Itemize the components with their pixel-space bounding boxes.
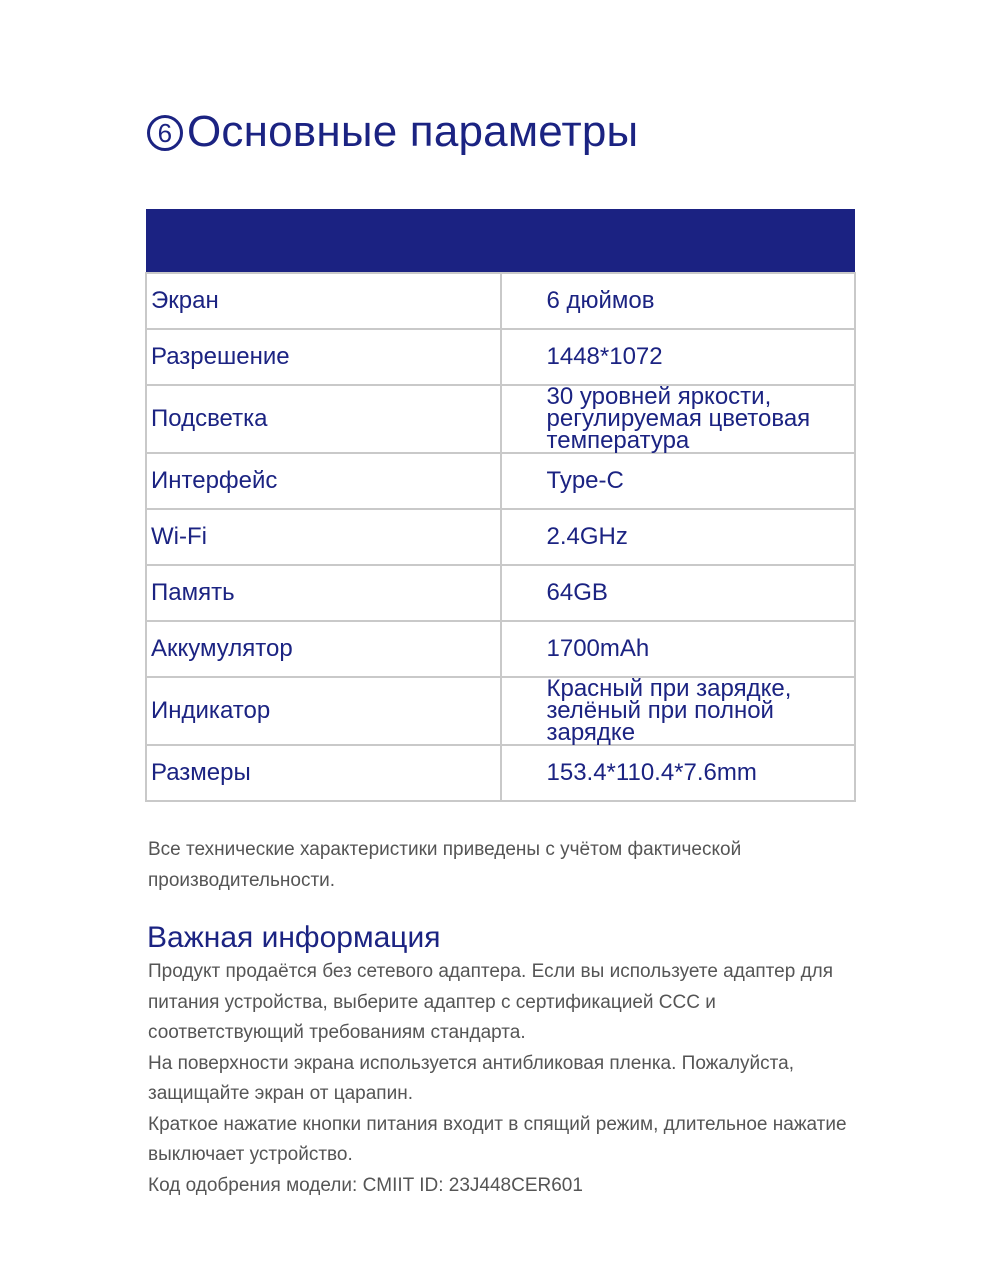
info-paragraph-adapter: Продукт продаётся без сетевого адаптера. Если вы используете адаптер для питания устройства, выберите адаптер с сертификацией CCC и соответствующий требованиям стандарта. <box>148 961 834 1043</box>
spec-value-interface: Type-C <box>501 453 856 509</box>
spec-label-wifi: Wi-Fi <box>146 509 501 565</box>
table-row <box>146 453 855 509</box>
spec-label-battery: Аккумулятор <box>146 621 501 677</box>
table-row <box>146 509 855 565</box>
spec-label-resolution: Разрешение <box>146 329 501 385</box>
specs-disclaimer: Все технические характеристики приведены с учётом фактической производительности. <box>148 839 742 891</box>
table-row <box>146 329 855 385</box>
section-number-badge: 6 <box>147 115 183 151</box>
table-header-bar <box>146 209 855 273</box>
important-info-block <box>148 957 863 1201</box>
spec-value-backlight: 30 уровней яркости, регулируемая цветовая температура <box>501 385 856 453</box>
table-header-cell <box>146 209 855 273</box>
spec-label-screen: Экран <box>146 273 501 329</box>
info-paragraph-power-button: Краткое нажатие кнопки питания входит в спящий режим, длительное нажатие выключает устройство. <box>148 1113 847 1165</box>
spec-label-indicator: Индикатор <box>146 677 501 745</box>
table-row <box>146 745 855 801</box>
important-info-heading: Важная информация <box>147 921 441 954</box>
table-row <box>146 677 855 745</box>
spec-label-interface: Интерфейс <box>146 453 501 509</box>
spec-value-battery: 1700mAh <box>501 621 856 677</box>
table-row <box>146 385 855 453</box>
spec-label-dimensions: Размеры <box>146 745 501 801</box>
spec-label-backlight: Подсветка <box>146 385 501 453</box>
page-title <box>147 104 638 160</box>
spec-label-memory: Память <box>146 565 501 621</box>
spec-value-wifi: 2.4GHz <box>501 509 856 565</box>
spec-value-screen: 6 дюймов <box>501 273 856 329</box>
spec-value-indicator: Красный при зарядке, зелёный при полной зарядке <box>501 677 856 745</box>
spec-table <box>145 209 856 802</box>
table-row <box>146 565 855 621</box>
spec-value-resolution: 1448*1072 <box>501 329 856 385</box>
spec-value-memory: 64GB <box>501 565 856 621</box>
info-paragraph-model-approval: Код одобрения модели: CMIIT ID: 23J448CER601 <box>148 1174 583 1196</box>
page-title-text: Основные параметры <box>187 107 639 156</box>
table-row <box>146 621 855 677</box>
spec-value-dimensions: 153.4*110.4*7.6mm <box>501 745 856 801</box>
info-paragraph-screen-film: На поверхности экрана используется антибликовая пленка. Пожалуйста, защищайте экран от царапин. <box>148 1052 794 1104</box>
table-row <box>146 273 855 329</box>
